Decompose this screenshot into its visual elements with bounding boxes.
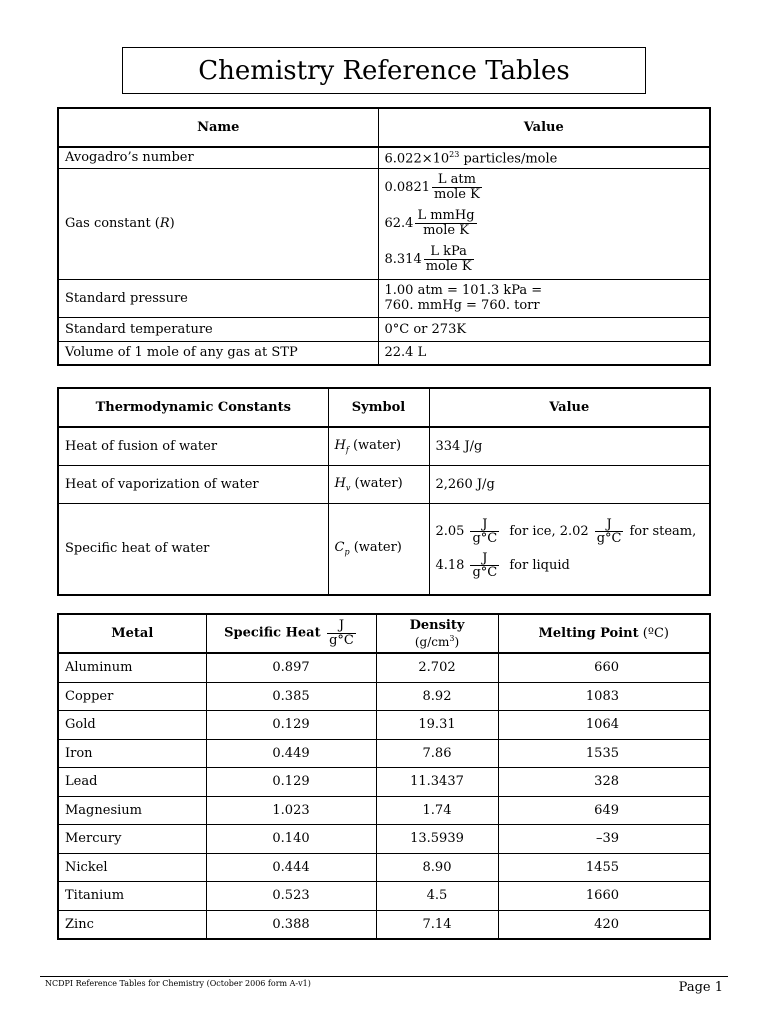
metal-density-cell: 8.90 xyxy=(376,853,498,882)
thermodynamic-table xyxy=(57,387,711,596)
metal-density-cell: 13.5939 xyxy=(376,825,498,854)
metal-density-cell: 11.3437 xyxy=(376,768,498,797)
metal-heat-cell: 0.897 xyxy=(206,653,376,682)
table-row xyxy=(58,465,710,503)
column-header-value: Value xyxy=(378,108,710,147)
table-row xyxy=(58,768,710,797)
metal-heat-cell: 0.449 xyxy=(206,739,376,768)
metal-heat-cell: 0.385 xyxy=(206,682,376,711)
gas-constant-name: Gas constant (R) xyxy=(58,168,378,279)
table-row xyxy=(58,341,710,365)
metal-melting-cell: 328 xyxy=(498,768,710,797)
metal-density-cell: 19.31 xyxy=(376,711,498,740)
specific-heat-symbol: $C_p$ (water) xyxy=(328,503,429,595)
metal-heat-cell: 0.129 xyxy=(206,711,376,740)
metal-melting-cell: 1083 xyxy=(498,682,710,711)
metal-metal-cell: Nickel xyxy=(58,853,206,882)
table-row xyxy=(58,682,710,711)
metal-metal-cell: Zinc xyxy=(58,910,206,939)
table-row xyxy=(58,503,710,595)
metal-heat-cell: 0.523 xyxy=(206,882,376,911)
metal-metal-cell: Iron xyxy=(58,739,206,768)
footer xyxy=(40,976,728,995)
avogadro-name: Avogadro’s number xyxy=(58,147,378,168)
metal-melting-cell: 1064 xyxy=(498,711,710,740)
avogadro-value xyxy=(378,147,710,168)
metal-heat-cell: 0.129 xyxy=(206,768,376,797)
avogadro-unit: particles/mole xyxy=(459,150,558,166)
metal-melting-cell: 1535 xyxy=(498,739,710,768)
metal-heat-cell: 1.023 xyxy=(206,796,376,825)
vaporization-symbol: $H_v$ (water) xyxy=(328,465,429,503)
metal-metal-cell: Lead xyxy=(58,768,206,797)
pressure-value: 1.00 atm = 101.3 kPa = 760. mmHg = 760. torr xyxy=(378,279,710,317)
table-row xyxy=(58,882,710,911)
metal-metal-cell: Gold xyxy=(58,711,206,740)
metal-metal-cell: Magnesium xyxy=(58,796,206,825)
metal-melting-cell: 649 xyxy=(498,796,710,825)
specific-heat-name: Specific heat of water xyxy=(58,503,328,595)
metal-melting-cell: 420 xyxy=(498,910,710,939)
metal-metal-cell: Mercury xyxy=(58,825,206,854)
constants-table xyxy=(57,107,711,366)
table-row xyxy=(58,910,710,939)
column-header-value: Value xyxy=(429,388,710,427)
table-row xyxy=(58,279,710,317)
table-row xyxy=(58,147,710,168)
table-row xyxy=(58,427,710,465)
column-header-density: Density $(g/cm^3)$ xyxy=(376,614,498,653)
fusion-name: Heat of fusion of water xyxy=(58,427,328,465)
table-row xyxy=(58,168,710,279)
temperature-value: 0°C or 273K xyxy=(378,317,710,341)
metal-heat-cell: 0.388 xyxy=(206,910,376,939)
table-row xyxy=(58,825,710,854)
metal-melting-cell: –39 xyxy=(498,825,710,854)
metal-metal-cell: Copper xyxy=(58,682,206,711)
metal-density-cell: 8.92 xyxy=(376,682,498,711)
vaporization-value: 2,260 J/g xyxy=(429,465,710,503)
table-row xyxy=(58,796,710,825)
table-row xyxy=(58,853,710,882)
avogadro-coef: 6.022×10 xyxy=(384,150,450,166)
metal-density-cell: 7.86 xyxy=(376,739,498,768)
metal-melting-cell: 660 xyxy=(498,653,710,682)
metal-density-cell: 1.74 xyxy=(376,796,498,825)
vaporization-name: Heat of vaporization of water xyxy=(58,465,328,503)
volume-name: Volume of 1 mole of any gas at STP xyxy=(58,341,378,365)
column-header-specific-heat: Specific Heat $\frac{J}{g^\circ C}$ xyxy=(206,614,376,653)
metal-metal-cell: Aluminum xyxy=(58,653,206,682)
metal-heat-cell: 0.140 xyxy=(206,825,376,854)
gas-constant-value: 62.4 $\frac{\text{L mmHg}}{\text{mole K}}$ xyxy=(384,208,475,238)
metal-density-cell: 2.702 xyxy=(376,653,498,682)
table-row xyxy=(58,739,710,768)
metal-heat-cell: 0.444 xyxy=(206,853,376,882)
pressure-name: Standard pressure xyxy=(58,279,378,317)
column-header-symbol: Symbol xyxy=(328,388,429,427)
footer-source: NCDPI Reference Tables for Chemistry (October 2006 form A-v1) xyxy=(45,979,311,988)
metals-table xyxy=(57,613,711,940)
avogadro-exp: 23 xyxy=(449,149,460,159)
page-title: Chemistry Reference Tables xyxy=(122,47,646,94)
temperature-name: Standard temperature xyxy=(58,317,378,341)
metal-metal-cell: Titanium xyxy=(58,882,206,911)
volume-value: 22.4 L xyxy=(378,341,710,365)
column-header-name: Name xyxy=(58,108,378,147)
gas-constant-value: 0.0821 $\frac{\text{L atm}}{\text{mole K}}$ xyxy=(384,172,480,202)
metal-melting-cell: 1660 xyxy=(498,882,710,911)
gas-constant-values xyxy=(378,168,710,279)
specific-heat-value: 2.05 $\frac{J}{g^\circ C}$ for ice, 2.02 $\frac{J}{g^\circ C}$ for steam, 4.18 $\frac{J}{g^\circ C}$ for liquid xyxy=(429,503,710,595)
column-header-melting: Melting Point (ºC) xyxy=(498,614,710,653)
gas-constant-symbol: R xyxy=(159,216,170,231)
page-number: Page 1 xyxy=(678,980,723,995)
column-header-thermo: Thermodynamic Constants xyxy=(58,388,328,427)
metal-melting-cell: 1455 xyxy=(498,853,710,882)
table-row xyxy=(58,317,710,341)
gas-constant-value: 8.314 $\frac{\text{L kPa}}{\text{mole K}}$ xyxy=(384,244,472,274)
metal-density-cell: 4.5 xyxy=(376,882,498,911)
table-row xyxy=(58,711,710,740)
table-row xyxy=(58,653,710,682)
fusion-value: 334 J/g xyxy=(429,427,710,465)
metal-density-cell: 7.14 xyxy=(376,910,498,939)
column-header-metal: Metal xyxy=(58,614,206,653)
fusion-symbol: $H_f$ (water) xyxy=(328,427,429,465)
